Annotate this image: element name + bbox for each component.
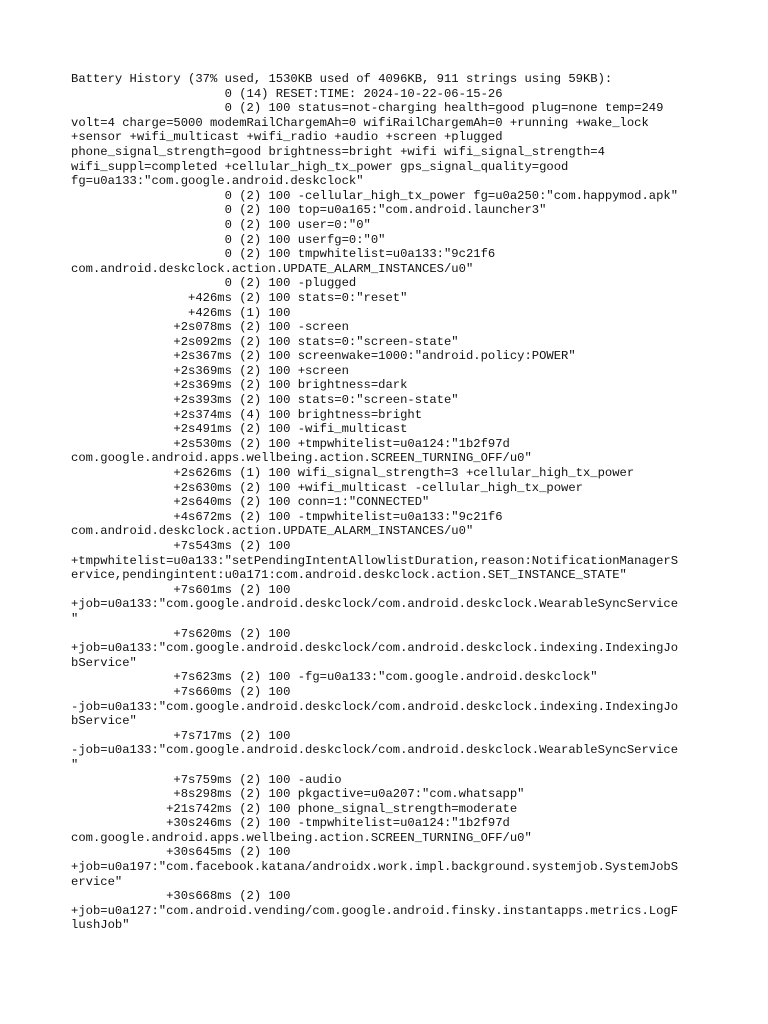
log-line: +2s092ms (2) 100 stats=0:"screen-state"	[71, 334, 459, 349]
log-line: +2s630ms (2) 100 +wifi_multicast -cellular_high_tx_power	[71, 480, 583, 495]
log-line: ervice,pendingintent:u0a171:com.android.deskclock.action.SET_INSTANCE_STATE"	[71, 568, 627, 583]
log-line: 0 (14) RESET:TIME: 2024-10-22-06-15-26	[71, 86, 503, 101]
log-line: +job=u0a133:"com.google.android.deskclock/com.android.deskclock.WearableSyncService	[71, 597, 679, 612]
log-line: +7s620ms (2) 100	[71, 626, 291, 641]
log-line: lushJob"	[71, 918, 130, 933]
log-line: +8s298ms (2) 100 pkgactive=u0a207:"com.whatsapp"	[71, 787, 525, 802]
log-line: "	[71, 757, 79, 772]
log-line: +2s374ms (4) 100 brightness=bright	[71, 407, 423, 422]
log-line: +2s367ms (2) 100 screenwake=1000:"android.policy:POWER"	[71, 349, 576, 364]
log-line: phone_signal_strength=good brightness=bright +wifi wifi_signal_strength=4	[71, 144, 605, 159]
log-line: +7s717ms (2) 100	[71, 728, 291, 743]
log-line: +sensor +wifi_multicast +wifi_radio +audio +screen +plugged	[71, 130, 503, 145]
log-line: +30s668ms (2) 100	[71, 889, 291, 904]
log-line: +job=u0a127:"com.android.vending/com.google.android.finsky.instantapps.metrics.LogF	[71, 903, 679, 918]
log-line: com.google.android.apps.wellbeing.action.SCREEN_TURNING_OFF/u0"	[71, 451, 532, 466]
log-line: +2s369ms (2) 100 +screen	[71, 363, 349, 378]
log-line: +2s393ms (2) 100 stats=0:"screen-state"	[71, 393, 459, 408]
log-line: 0 (2) 100 -plugged	[71, 276, 357, 291]
log-line: 0 (2) 100 status=not-charging health=good plug=none temp=249	[71, 101, 664, 116]
log-line: +2s491ms (2) 100 -wifi_multicast	[71, 422, 408, 437]
log-line: +2s626ms (1) 100 wifi_signal_strength=3 +cellular_high_tx_power	[71, 466, 635, 481]
log-line: +2s640ms (2) 100 conn=1:"CONNECTED"	[71, 495, 430, 510]
document-page	[71, 72, 701, 933]
log-line: +4s672ms (2) 100 -tmpwhitelist=u0a133:"9c21f6	[71, 509, 503, 524]
log-line: +job=u0a133:"com.google.android.deskclock/com.android.deskclock.indexing.IndexingJo	[71, 641, 679, 656]
log-line: +30s645ms (2) 100	[71, 845, 291, 860]
log-line: "	[71, 611, 79, 626]
log-line: 0 (2) 100 userfg=0:"0"	[71, 232, 386, 247]
log-line: +job=u0a197:"com.facebook.katana/androidx.work.impl.background.systemjob.SystemJobS	[71, 860, 679, 875]
log-line: com.android.deskclock.action.UPDATE_ALARM_INSTANCES/u0"	[71, 261, 474, 276]
log-line: wifi_suppl=completed +cellular_high_tx_power gps_signal_quality=good	[71, 159, 569, 174]
log-line: +30s246ms (2) 100 -tmpwhitelist=u0a124:"1b2f97d	[71, 816, 510, 831]
log-line: 0 (2) 100 top=u0a165:"com.android.launcher3"	[71, 203, 547, 218]
log-line: +21s742ms (2) 100 phone_signal_strength=moderate	[71, 801, 518, 816]
log-line: +2s369ms (2) 100 brightness=dark	[71, 378, 408, 393]
log-line: +7s660ms (2) 100	[71, 684, 291, 699]
log-line: com.google.android.apps.wellbeing.action.SCREEN_TURNING_OFF/u0"	[71, 830, 532, 845]
log-line: 0 (2) 100 tmpwhitelist=u0a133:"9c21f6	[71, 247, 496, 262]
log-line: volt=4 charge=5000 modemRailChargemAh=0 wifiRailChargemAh=0 +running +wake_lock	[71, 115, 649, 130]
log-line: -job=u0a133:"com.google.android.deskclock/com.android.deskclock.indexing.IndexingJo	[71, 699, 679, 714]
log-line: com.android.deskclock.action.UPDATE_ALARM_INSTANCES/u0"	[71, 524, 474, 539]
log-line: +7s601ms (2) 100	[71, 582, 291, 597]
log-line: ervice"	[71, 874, 123, 889]
log-line: bService"	[71, 655, 137, 670]
log-line: +2s530ms (2) 100 +tmpwhitelist=u0a124:"1b2f97d	[71, 436, 510, 451]
log-line: +7s623ms (2) 100 -fg=u0a133:"com.google.android.deskclock"	[71, 670, 598, 685]
log-line: +tmpwhitelist=u0a133:"setPendingIntentAllowlistDuration,reason:NotificationManagerS	[71, 553, 679, 568]
log-line: Battery History (37% used, 1530KB used of 4096KB, 911 strings using 59KB):	[71, 72, 613, 86]
log-line: +7s543ms (2) 100	[71, 539, 291, 553]
log-line: +7s759ms (2) 100 -audio	[71, 772, 342, 787]
log-line: +426ms (2) 100 stats=0:"reset"	[71, 290, 408, 305]
log-line: +2s078ms (2) 100 -screen	[71, 320, 349, 335]
log-line: fg=u0a133:"com.google.android.deskclock"	[71, 174, 364, 189]
log-line: bService"	[71, 714, 137, 729]
log-line: -job=u0a133:"com.google.android.deskclock/com.android.deskclock.WearableSyncService	[71, 743, 679, 758]
log-line: 0 (2) 100 user=0:"0"	[71, 217, 371, 232]
log-line: +426ms (1) 100	[71, 305, 291, 320]
log-line: 0 (2) 100 -cellular_high_tx_power fg=u0a250:"com.happymod.apk"	[71, 188, 679, 203]
battery-history-log	[71, 72, 701, 933]
